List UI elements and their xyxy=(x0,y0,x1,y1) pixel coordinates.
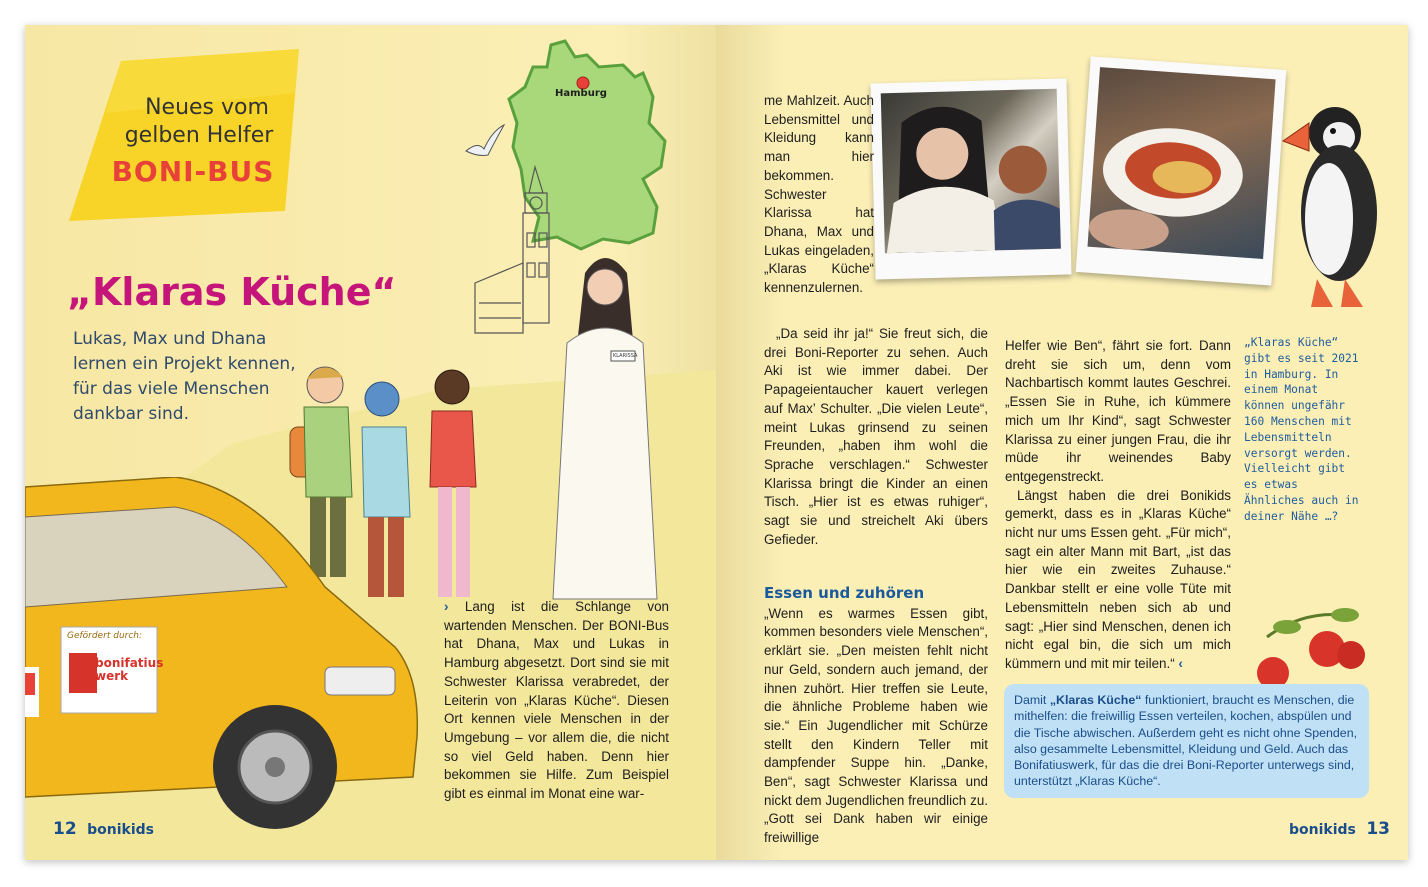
body-text-col3-p1: Helfer wie Ben“, fährt sie fort. Dann dreht sie sich um, denn vom Nachbartisch kommt lautes Geschrei. „Essen Sie in Ruhe, ich kümmere mich um Ihr Kind“, sagt Schwester Klarissa zu einer jungen Frau, die ihr müde ihr weinendes Baby entgegenstreckt. xyxy=(1005,338,1231,484)
brand-right: bonikids xyxy=(1289,822,1356,838)
article-title: „Klaras Küche“ xyxy=(67,270,397,314)
rosehip-berries-illustration xyxy=(1247,597,1377,697)
start-marker-icon: › xyxy=(444,599,449,614)
flag-line-1: Neues vom xyxy=(145,95,269,120)
body-text-col2-top: me Mahlzeit. Auch Lebensmittel und Kleidung kann man hier bekommen. Schwester Klarissa hat Dhana, Max und Lukas eingeladen, „Klaras Küche“ kennenzulernen. xyxy=(764,93,874,296)
nun-name-badge: KLARISSA xyxy=(613,353,638,359)
infobox-rest: funktioniert, braucht es Menschen, die mithelfen: die freiwillig Essen verteilen, kochen, abspülen und die Tische abwischen. Außerdem geht es nicht ohne Spenden, also gesammelte Lebensmittel, Kleidung und Geld. Auch das Bonifatiuswerk, für das die drei Boni-Reporter unterwegs sind, unterstützt „Klaras Küche“. xyxy=(1014,693,1358,789)
bonifatiuswerk-logo xyxy=(95,657,163,683)
photo-nun-content xyxy=(881,89,1061,254)
footer-right xyxy=(1283,819,1390,839)
nun-illustration xyxy=(545,243,665,603)
photo-meal-plate xyxy=(1076,56,1287,285)
body-text-col2-p2: „Da seid ihr ja!“ Sie freut sich, die drei Boni-Reporter zu sehen. Auch Aki ist wie immer dabei. Der Papageientaucher kauert verlegen auf Max’ Schulter. „Die vielen Leute“, meint Lukas grinsend zu seinen Freunden, „haben ihm wohl die Sprache verschlagen.“ Schwester Klarissa bringt die Kinder an einen Tisch. „Hier ist es etwas ruhiger“, sagt sie und streichelt Aki übers Gefieder. xyxy=(764,326,988,547)
seagull-illustration xyxy=(462,121,507,166)
body-column-2-bottom xyxy=(764,584,988,848)
article-intro: Lukas, Max und Dhana lernen ein Projekt kennen, für das viele Menschen dankbar sind. xyxy=(73,329,296,424)
flag-line-2: gelben Helfer xyxy=(124,123,274,148)
photo-meal-content xyxy=(1087,67,1275,259)
magazine-spread xyxy=(25,25,1408,860)
body-text-col1: Lang ist die Schlange von wartenden Menschen. Der BONI-Bus hat Dhana, Max und Lukas in Hamburg abgesetzt. Dort sind sie mit Schwester Klarissa verabredet, der Leiterin von „Klaras Küche“. Diesen Ort kennen viele Menschen in der Umgebung – vor allem die, die nicht so viel Geld haben. Denn hier bekommen sie Hilfe. Zum Beispiel gibt es einmal im Monat eine war- xyxy=(444,599,669,802)
logo-line-1: bonifatius xyxy=(95,656,164,670)
body-column-3 xyxy=(1005,337,1231,674)
end-marker-icon: ‹ xyxy=(1178,655,1183,671)
map-city-label: Hamburg xyxy=(555,88,607,99)
brand-left: bonikids xyxy=(87,822,154,838)
infobox-lead: Damit xyxy=(1014,693,1050,707)
subheading-essen-und-zuhoeren: Essen und zuhören xyxy=(764,584,925,602)
infobox-bold: „Klaras Küche“ xyxy=(1049,693,1142,707)
photo-nun-smiling xyxy=(870,78,1071,279)
body-column-1 xyxy=(444,598,669,804)
page-number-left: 12 xyxy=(53,819,77,839)
puffin-aki-illustration xyxy=(1277,93,1392,323)
logo-line-2: werk xyxy=(95,669,129,683)
body-column-2-top xyxy=(764,92,874,298)
flag-line-3: BONI-BUS xyxy=(111,155,275,188)
body-text-col2-p3: „Wenn es warmes Essen gibt, kommen besonders viele Menschen“, erklärt sie. „Den meisten fehlt nicht nur Geld, sondern auch jemand, der ihnen zuhört. Hier treffen sie Leute, die ähnliche Probleme haben wie sie.“ Ein Jugendlicher mit Schürze stellt den Kindern Teller mit dampfender Suppe hin. „Danke, Ben“, sagt Schwester Klarissa und nickt dem Jugendlichen freundlich zu. „Gott sei Dank haben wir einige freiwillige xyxy=(764,605,988,846)
page-number-right: 13 xyxy=(1366,819,1390,839)
sidenote: „Klaras Küche“ gibt es seit 2021 in Hamburg. In einem Monat können ungefähr 160 Menschen mit Lebensmitteln versorgt werden. Vielleicht gibt es etwas Ähnliches auch in deiner Nähe …? xyxy=(1244,336,1359,523)
boni-bus-illustration xyxy=(25,477,435,857)
body-column-2 xyxy=(764,325,988,549)
footer-left xyxy=(53,819,160,839)
bus-sponsor-label: Gefördert durch: xyxy=(67,631,143,641)
body-text-col3-p2: Längst haben die drei Bonikids gemerkt, dass es in „Klaras Küche“ nicht nur ums Essen geht. „Für mich“, sagt ein alter Mann mit Bart, „ist das hier wie ein zweites Zuhause.“ Dankbar stellt er eine volle Tüte mit Lebensmitteln neben sich ab und sagt: „Hier sind Menschen, denen ich nicht egal bin, die sich um mich kümmern und mit mir teilen.“ xyxy=(1005,487,1231,671)
info-box xyxy=(1004,684,1369,798)
